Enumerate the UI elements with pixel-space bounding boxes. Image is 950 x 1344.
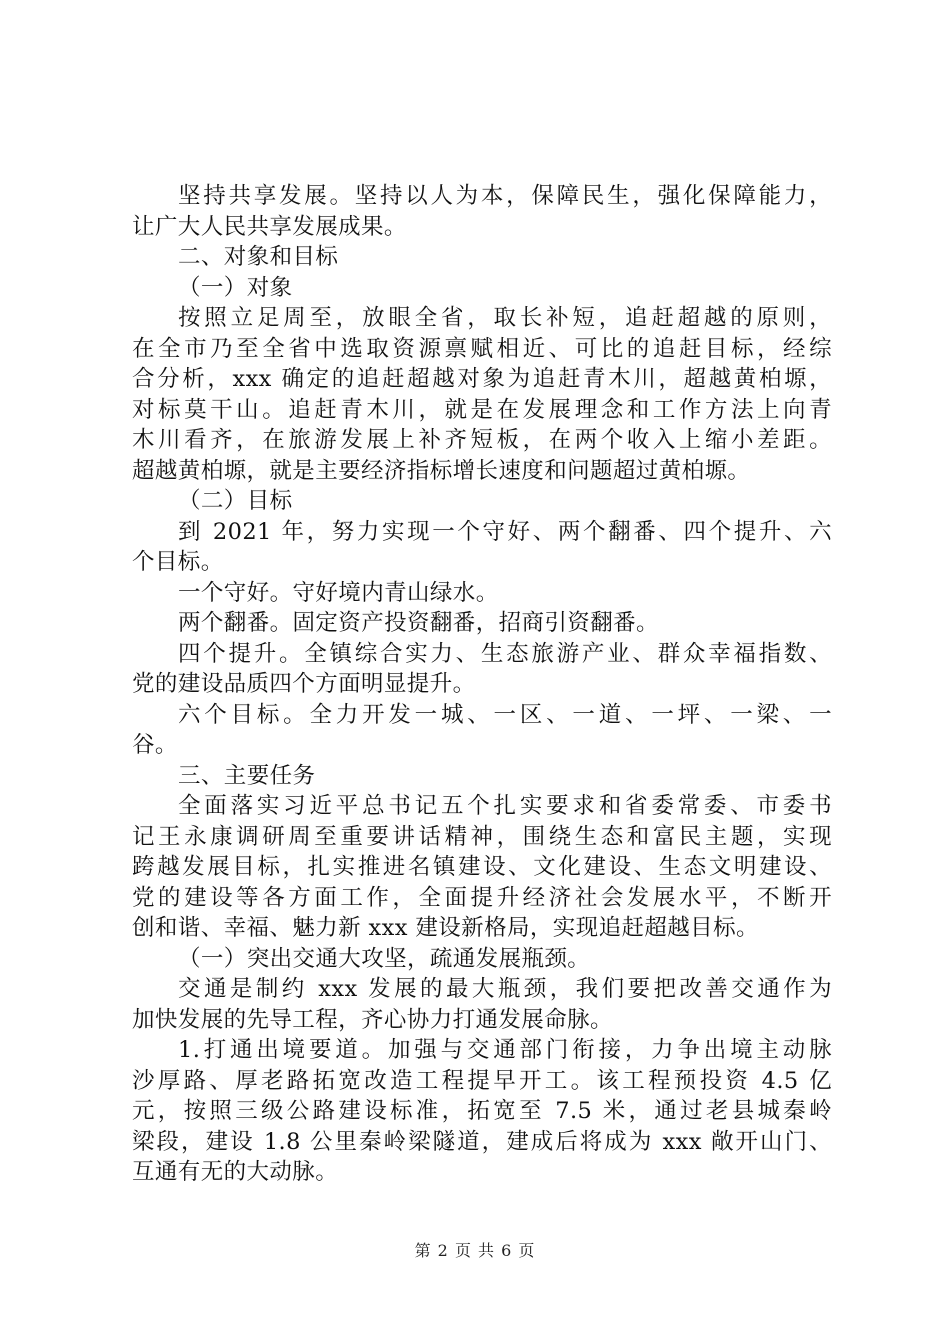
text-line: 二、对象和目标 — [178, 244, 339, 270]
text-line: 让广大人民共享发展成果。 — [132, 213, 407, 240]
text-line: 按照立足周至，放眼全省，取长补短，追赶超越的原则， — [178, 305, 832, 331]
text-line: （二）目标 — [178, 488, 293, 514]
text-line: 记王永康调研周至重要讲话精神，围绕生态和富民主题，实现 — [132, 823, 832, 850]
text-line: 两个翻番。固定资产投资翻番，招商引资翻番。 — [178, 610, 659, 636]
text-line: 木川看齐，在旅游发展上补齐短板，在两个收入上缩小差距。 — [132, 427, 832, 453]
text-line: 党的建设品质四个方面明显提升。 — [132, 671, 476, 697]
text-line: （一）突出交通大攻坚，疏通发展瓶颈。 — [178, 945, 591, 972]
text-line: 交通是制约 xxx 发展的最大瓶颈，我们要把改善交通作为 — [178, 976, 832, 1002]
text-line: 1.打通出境要道。加强与交通部门衔接，力争出境主动脉 — [178, 1037, 832, 1063]
text-line: 对标莫干山。追赶青木川，就是在发展理念和工作方法上向青 — [132, 396, 832, 423]
text-line: 四个提升。全镇综合实力、生态旅游产业、群众幸福指数、 — [178, 640, 832, 667]
text-line: 六个目标。全力开发一城、一区、一道、一坪、一梁、一 — [178, 701, 832, 728]
text-line: 创和谐、幸福、魅力新 xxx 建设新格局，实现追赶超越目标。 — [132, 915, 759, 941]
page-footer: 第 2 页 共 6 页 — [414, 1241, 536, 1260]
text-line: 三、主要任务 — [178, 762, 316, 789]
text-line: 合分析，xxx 确定的追赶超越对象为追赶青木川，超越黄柏塬， — [132, 366, 832, 392]
text-line: 一个守好。守好境内青山绿水。 — [178, 579, 499, 606]
text-line: 个目标。 — [132, 549, 224, 575]
text-line: 到 2021 年，努力实现一个守好、两个翻番、四个提升、六 — [178, 518, 832, 545]
text-line: 党的建设等各方面工作，全面提升经济社会发展水平，不断开 — [132, 884, 832, 911]
document-body — [132, 181, 832, 1188]
text-line: 互通有无的大动脉。 — [132, 1159, 339, 1185]
text-line: 沙厚路、厚老路拓宽改造工程提早开工。该工程预投资 4.5 亿 — [132, 1067, 832, 1094]
text-line: 谷。 — [132, 732, 178, 758]
text-line: （一）对象 — [178, 274, 293, 301]
text-line: 全面落实习近平总书记五个扎实要求和省委常委、市委书 — [178, 793, 832, 819]
text-line: 在全市乃至全省中选取资源禀赋相近、可比的追赶目标，经综 — [132, 335, 832, 362]
text-line: 超越黄柏塬，就是主要经济指标增长速度和问题超过黄柏塬。 — [132, 457, 751, 484]
text-line: 跨越发展目标，扎实推进名镇建设、文化建设、生态文明建设、 — [132, 854, 832, 880]
text-line: 梁段，建设 1.8 公里秦岭梁隧道，建成后将成为 xxx 敞开山门、 — [132, 1128, 832, 1155]
text-line: 元，按照三级公路建设标准，拓宽至 7.5 米，通过老县城秦岭 — [132, 1098, 832, 1124]
text-line: 加快发展的先导工程，齐心协力打通发展命脉。 — [132, 1006, 613, 1033]
text-line: 坚持共享发展。坚持以人为本，保障民生，强化保障能力， — [178, 183, 832, 209]
